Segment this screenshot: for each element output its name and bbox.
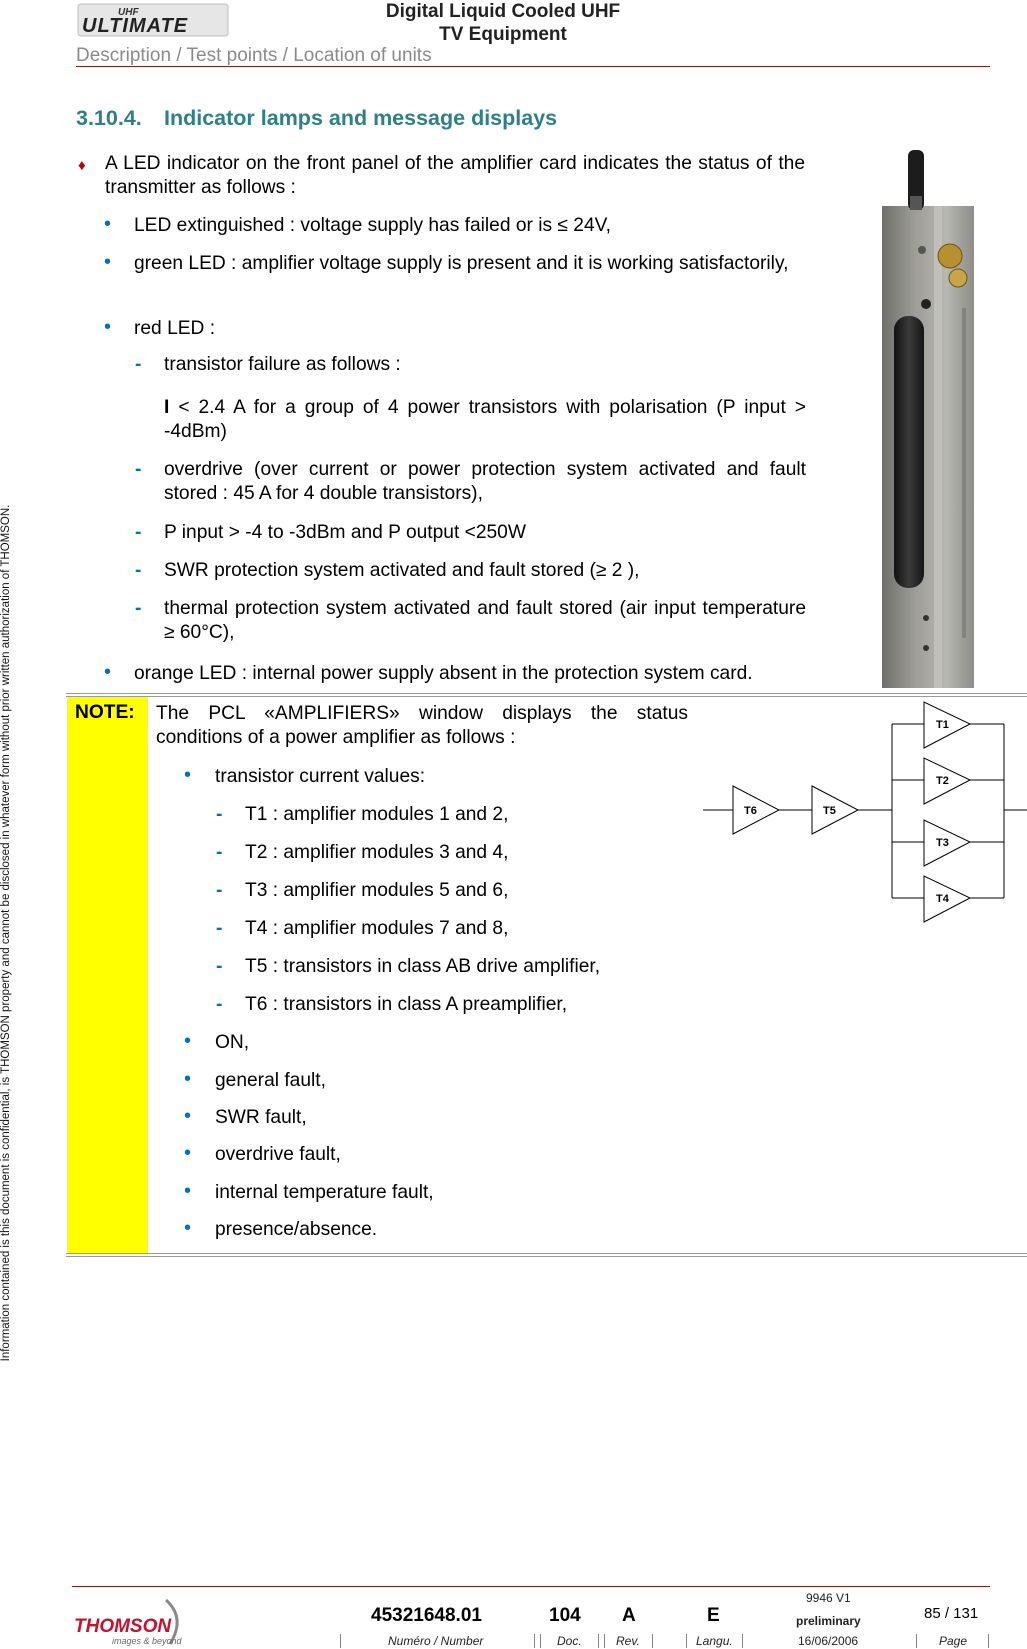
revision-label: Rev. [616,1634,640,1648]
status-overdrive-fault: overdrive fault, [215,1144,341,1165]
footer-separator [540,1634,541,1648]
overdrive-item: overdrive (over current or power protection system activated and fault stored : 45 A for 4 double transistors), [164,459,806,504]
dash-icon: - [135,522,142,543]
t5-label: T5 [823,805,836,817]
status-text: preliminary [796,1614,861,1628]
dash-icon: - [216,842,223,863]
language-label: Langu. [696,1634,733,1648]
status-temperature-fault: internal temperature fault, [215,1182,434,1203]
current-t4: T4 : amplifier modules 7 and 8, [245,918,509,939]
dash-icon: - [216,918,223,939]
amplifier-card-photo [870,148,986,688]
dash-icon: - [135,354,142,375]
confidentiality-notice: Information contained is this document is confidential, is THOMSON property and cannot be disclosed in whatever form without prior written authorization of THOMSON. [0,504,12,1362]
bullet-icon: • [184,1068,192,1090]
note-top-rule [66,693,1027,694]
thermal-protection-item: thermal protection system activated and fault stored (air input temperature ≥ 60°C), [164,598,806,643]
version-text: 9946 V1 [806,1591,851,1605]
footer-separator [686,1634,687,1648]
revision-value: A [622,1605,636,1626]
bullet-icon: • [104,661,112,683]
svg-text:images & beyond: images & beyond [112,1636,182,1646]
footer-separator [988,1634,989,1648]
t3-label: T3 [936,837,949,849]
header-rule [76,66,990,67]
intro-paragraph: A LED indicator on the front panel of the amplifier card indicates the status of the transmitter as follows : [105,153,805,198]
note-label-cell [67,697,148,1253]
t2-label: T2 [936,775,949,787]
orange-led-item: orange LED : internal power supply absent in the protection system card. [134,663,753,684]
doc-value: 104 [549,1605,581,1626]
transistor-current-label: transistor current values: [215,766,426,787]
section-title: Indicator lamps and message displays [164,106,558,130]
dash-icon: - [135,459,142,480]
svg-text:THOMSON: THOMSON [74,1616,172,1637]
led-extinguished-item: LED extinguished : voltage supply has failed or is ≤ 24V, [134,215,612,236]
transistor-failure-item: transistor failure as follows : [164,354,401,375]
current-t3: T3 : amplifier modules 5 and 6, [245,880,509,901]
dash-icon: - [216,994,223,1015]
footer-separator [652,1634,653,1648]
bullet-icon: • [184,1142,192,1164]
note-intro: The PCL «AMPLIFIERS» window displays the status conditions of a power amplifier as follows : [156,703,688,748]
current-t6: T6 : transistors in class A preamplifier, [245,994,568,1015]
ultimate-logo [76,2,232,38]
bullet-icon: • [184,764,192,786]
svg-text:ULTIMATE: ULTIMATE [82,15,189,37]
status-swr-fault: SWR fault, [215,1107,307,1128]
t6-label: T6 [744,805,757,817]
date-text: 16/06/2006 [798,1634,859,1648]
footer-separator [340,1634,341,1648]
t1-label: T1 [936,719,949,731]
status-presence: presence/absence. [215,1219,378,1240]
footer-separator [604,1634,605,1648]
dash-icon: - [216,804,223,825]
thomson-logo [74,1596,192,1648]
section-number: 3.10.4. [76,106,142,130]
dash-icon: - [216,880,223,901]
note-bottom-rule [66,1253,1027,1254]
footer-rule [72,1586,990,1587]
current-t1: T1 : amplifier modules 1 and 2, [245,804,509,825]
note-label: NOTE: [75,702,135,723]
footer-separator [916,1634,917,1648]
language-value: E [707,1605,720,1626]
p-input-item: P input > -4 to -3dBm and P output <250W [164,522,526,543]
bullet-icon: • [184,1180,192,1202]
t4-label: T4 [936,893,949,905]
footer-separator [598,1634,599,1648]
dash-icon: - [216,956,223,977]
section-heading [76,106,557,131]
transistor-failure-detail: I < 2.4 A for a group of 4 power transistors with polarisation (P input > -4dBm) [164,397,806,442]
status-on: ON, [215,1032,250,1053]
bullet-icon: • [184,1105,192,1127]
document-number-label: Numéro / Number [388,1634,484,1648]
note-bottom-rule [66,1256,1027,1257]
swr-protection-item: SWR protection system activated and fault stored (≥ 2 ), [164,560,640,581]
bullet-icon: • [104,213,112,235]
svg-text:UHF: UHF [118,7,139,18]
current-t2: T2 : amplifier modules 3 and 4, [245,842,509,863]
red-led-item: red LED : [134,318,216,339]
page-label: Page [939,1634,968,1648]
bullet-icon: • [184,1217,192,1239]
document-number: 45321648.01 [371,1605,482,1626]
bullet-icon: • [104,251,112,273]
note-top-rule [66,696,1027,697]
dash-icon: - [135,598,142,619]
current-t5: T5 : transistors in class AB drive amplifier, [245,956,601,977]
document-title: Digital Liquid Cooled UHF TV Equipment [385,1,621,45]
footer-separator [742,1634,743,1648]
dash-icon: - [135,560,142,581]
amplifier-block-diagram [700,698,1027,930]
page-number: 85 / 131 [924,1605,979,1622]
document-subtitle: Description / Test points / Location of units [76,45,432,66]
diamond-bullet-icon: ♦ [78,157,86,174]
status-general-fault: general fault, [215,1070,326,1091]
green-led-item: green LED : amplifier voltage supply is present and it is working satisfactorily, [134,253,789,274]
bullet-icon: • [104,316,112,338]
doc-label: Doc. [557,1634,582,1648]
footer-separator [534,1634,535,1648]
bullet-icon: • [184,1030,192,1052]
